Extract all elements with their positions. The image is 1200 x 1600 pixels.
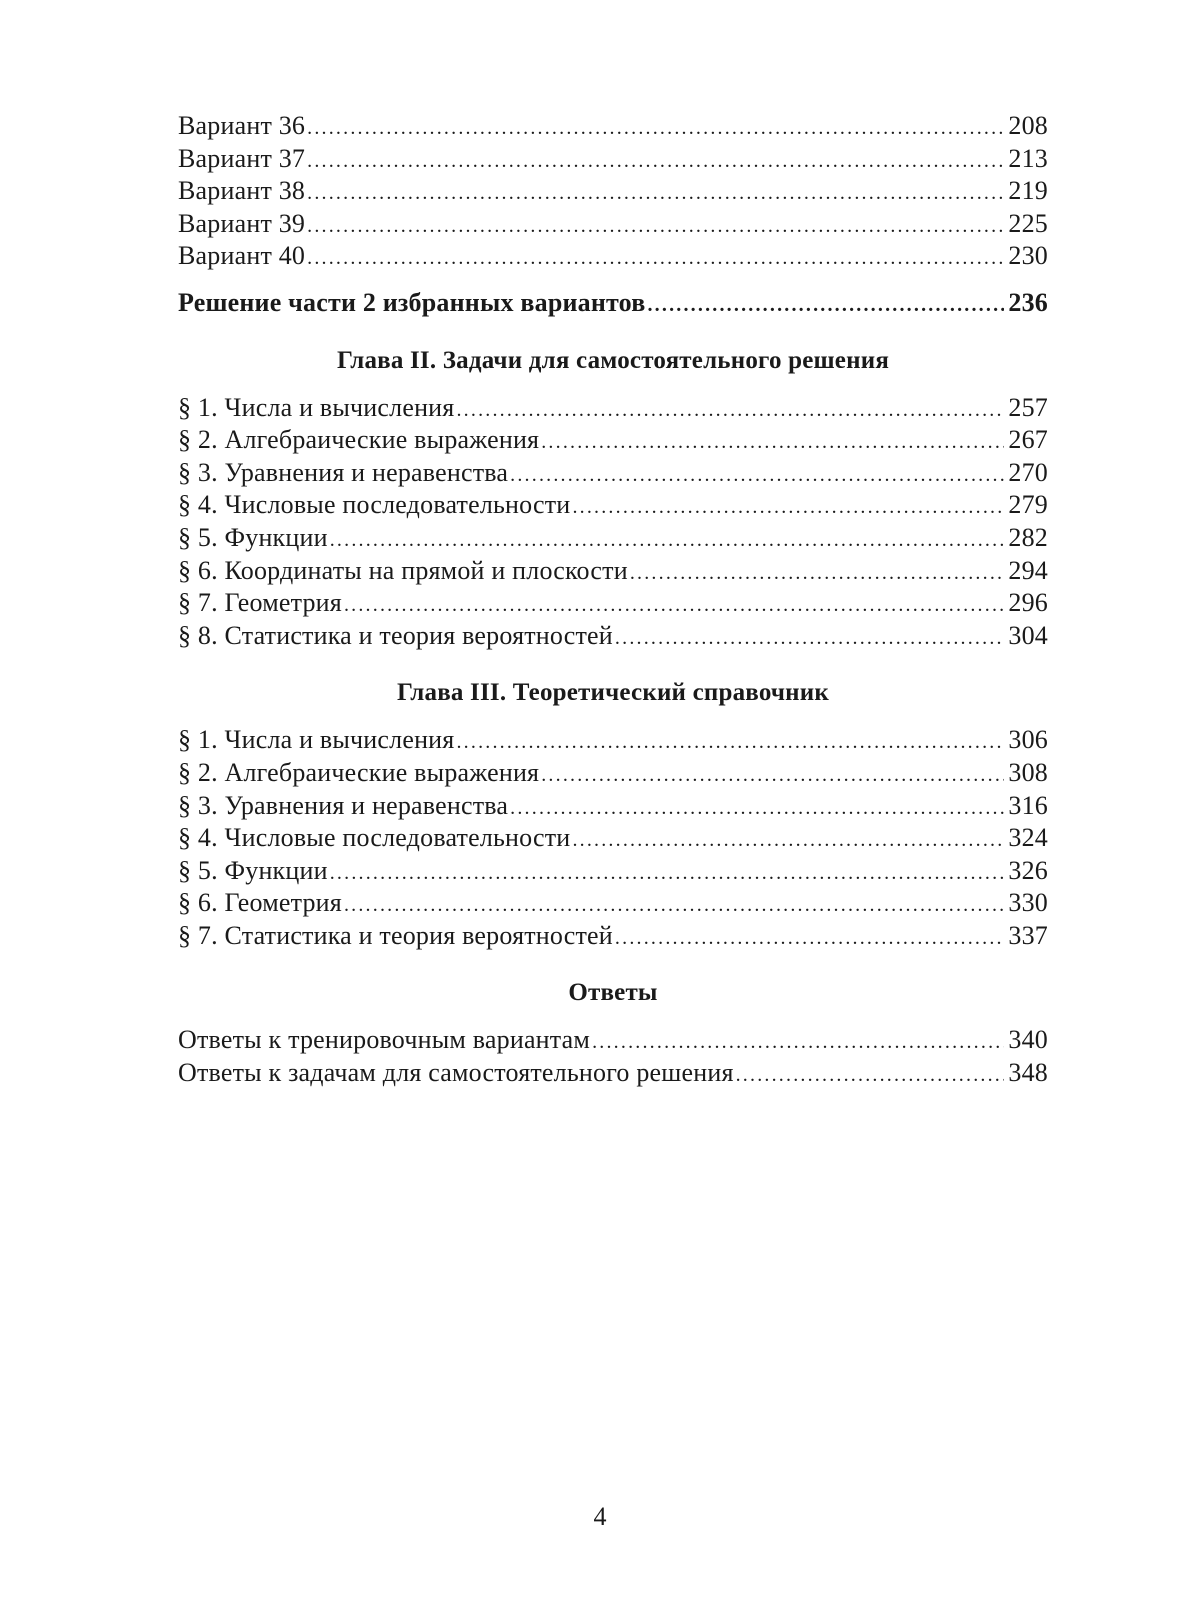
toc-entry-label: Вариант 36 — [178, 111, 306, 140]
toc-entry-page: 330 — [1008, 888, 1048, 918]
dot-leader — [307, 145, 1004, 178]
toc-entry-page: 296 — [1008, 588, 1048, 618]
dot-leader — [541, 759, 1004, 792]
toc-entry-page: 236 — [1008, 287, 1048, 317]
dot-leader — [572, 824, 1004, 857]
toc-entry — [178, 790, 1048, 823]
toc-entry — [178, 620, 1048, 653]
toc-entry — [178, 424, 1048, 457]
dot-leader — [456, 394, 1004, 427]
variants-list — [178, 110, 1048, 273]
answers-heading: Ответы — [568, 979, 658, 1007]
toc-entry — [178, 110, 1048, 143]
dot-leader — [344, 589, 1004, 622]
toc-entry — [178, 757, 1048, 790]
toc-entry-label: § 6. Координаты на прямой и плоскости — [178, 555, 628, 585]
toc-entry-label: Решение части 2 избранных вариантов — [178, 287, 646, 317]
toc-entry-page: 316 — [1008, 790, 1048, 820]
toc-entry-page: 208 — [1008, 111, 1048, 140]
toc-entry-page: 282 — [1008, 522, 1048, 552]
toc-entry-label: § 5. Функции — [178, 855, 328, 885]
dot-leader — [307, 210, 1004, 243]
toc-entry-label: § 4. Числовые последовательности — [178, 490, 571, 520]
chapter-2-heading: Глава II. Задачи для самостоятельного решения — [336, 346, 890, 374]
toc-entry — [178, 587, 1048, 620]
toc-entry — [178, 392, 1048, 425]
dot-leader — [307, 242, 1004, 275]
toc-entry — [178, 175, 1048, 208]
dot-leader — [647, 289, 1004, 322]
toc-entry-label: Вариант 38 — [178, 176, 306, 206]
chapter-2-list — [178, 392, 1048, 653]
toc-entry — [178, 822, 1048, 855]
toc-entry-page: 213 — [1008, 143, 1048, 173]
dot-leader — [510, 792, 1004, 825]
toc-entry — [178, 555, 1048, 588]
dot-leader — [572, 491, 1004, 524]
toc-entry-label: § 2. Алгебраические выражения — [178, 425, 540, 455]
toc-entry-page: 308 — [1008, 757, 1048, 787]
toc-entry — [178, 1024, 1048, 1057]
toc-entry-label: § 3. Уравнения и неравенства — [178, 457, 509, 487]
toc-entry — [178, 887, 1048, 920]
toc-entry-page: 257 — [1008, 392, 1048, 422]
toc-entry — [178, 143, 1048, 176]
toc-entry-label: § 7. Статистика и теория вероятностей — [178, 920, 613, 950]
toc-entry-page: 340 — [1008, 1025, 1048, 1055]
dot-leader — [330, 857, 1005, 890]
dot-leader — [615, 622, 1004, 655]
toc-entry-page: 267 — [1008, 425, 1048, 455]
answers-list — [178, 1024, 1048, 1089]
toc-entry-page: 326 — [1008, 855, 1048, 885]
toc-entry-page: 294 — [1008, 555, 1048, 585]
dot-leader — [330, 524, 1005, 557]
chapter-3-list — [178, 724, 1048, 952]
toc-entry-label: Ответы к задачам для самостоятельного решения — [178, 1058, 734, 1088]
toc-entry-label: § 1. Числа и вычисления — [178, 725, 455, 755]
toc-entry-label: Вариант 40 — [178, 241, 306, 271]
dot-leader — [307, 177, 1004, 210]
dot-leader — [615, 922, 1004, 955]
dot-leader — [592, 1026, 1004, 1059]
chapter-3-heading: Глава III. Теоретический справочник — [396, 679, 829, 707]
toc-entry-page: 219 — [1008, 176, 1048, 206]
toc-entry-page: 304 — [1008, 620, 1048, 650]
toc-entry — [178, 1057, 1048, 1090]
toc-entry-label: Ответы к тренировочным вариантам — [178, 1025, 591, 1055]
toc-entry-label: § 2. Алгебраические выражения — [178, 757, 540, 787]
dot-leader — [510, 459, 1004, 492]
toc-entry-solutions — [178, 287, 1048, 320]
toc-entry-page: 279 — [1008, 490, 1048, 520]
toc-entry-label: § 4. Числовые последовательности — [178, 823, 571, 853]
toc-entry — [178, 724, 1048, 757]
toc-entry-label: § 3. Уравнения и неравенства — [178, 790, 509, 820]
toc-entry-label: § 8. Статистика и теория вероятностей — [178, 620, 613, 650]
toc-entry-label: Вариант 37 — [178, 143, 306, 173]
toc-entry — [178, 240, 1048, 273]
toc-entry-page: 306 — [1008, 725, 1048, 755]
toc-entry — [178, 489, 1048, 522]
toc-entry — [178, 920, 1048, 953]
toc-entry-page: 348 — [1008, 1058, 1048, 1088]
toc-entry — [178, 522, 1048, 555]
toc-entry — [178, 208, 1048, 241]
toc-entry — [178, 457, 1048, 490]
dot-leader — [541, 426, 1004, 459]
toc-entry-page: 324 — [1008, 823, 1048, 853]
toc-entry-label: § 5. Функции — [178, 522, 328, 552]
dot-leader — [344, 889, 1004, 922]
dot-leader — [630, 557, 1005, 590]
toc-entry-page: 270 — [1008, 457, 1048, 487]
toc-entry — [178, 855, 1048, 888]
toc-entry-label: Вариант 39 — [178, 208, 306, 238]
dot-leader — [456, 726, 1004, 759]
dot-leader — [307, 112, 1004, 145]
toc-entry-page: 230 — [1008, 241, 1048, 271]
page-number: 4 — [593, 1502, 607, 1531]
solutions-entry-group — [178, 287, 1048, 320]
toc-entry-label: § 1. Числа и вычисления — [178, 392, 455, 422]
dot-leader — [736, 1059, 1005, 1092]
table-of-contents — [178, 110, 1048, 1090]
toc-entry-page: 225 — [1008, 208, 1048, 238]
toc-entry-label: § 7. Геометрия — [178, 588, 342, 618]
toc-entry-page: 337 — [1008, 920, 1048, 950]
toc-entry-label: § 6. Геометрия — [178, 888, 342, 918]
